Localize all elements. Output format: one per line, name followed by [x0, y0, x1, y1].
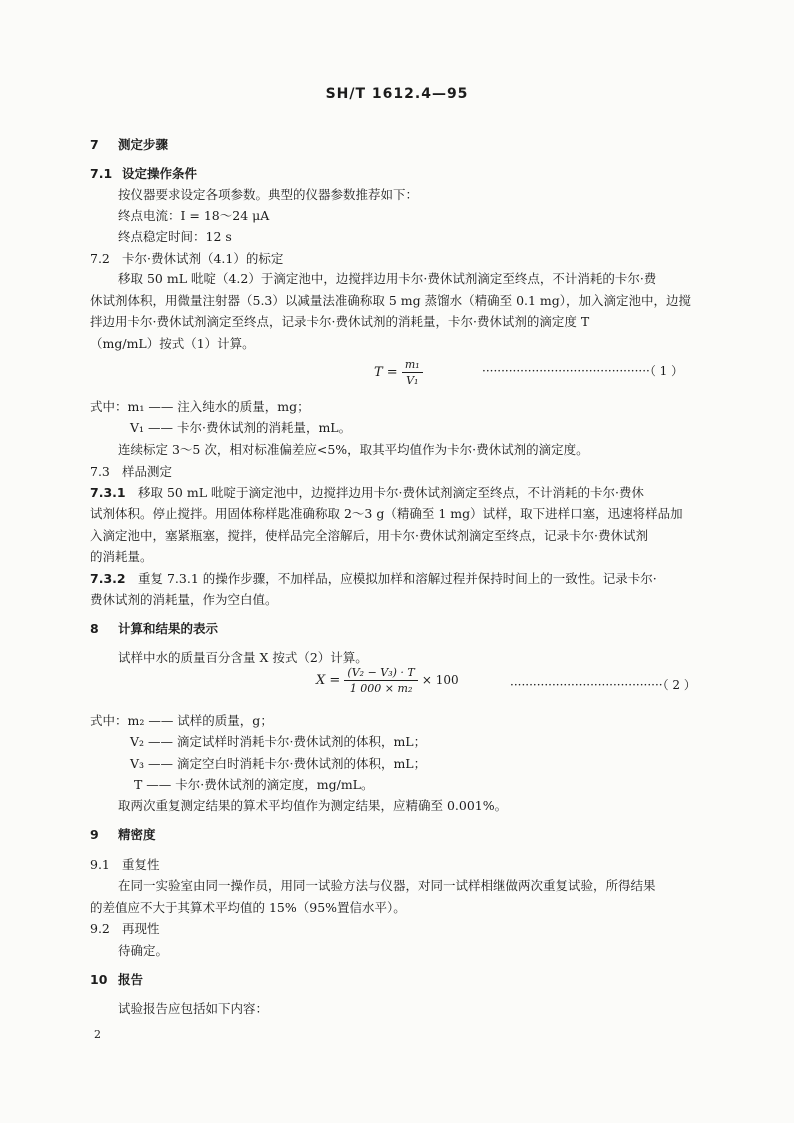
- formula-leader-dots: ········································（ 2 ）: [510, 678, 696, 692]
- fraction-numerator: (V₂ − V₃) · T: [344, 666, 417, 681]
- section-title: 测定步骤: [118, 137, 169, 152]
- section-title: 精密度: [118, 827, 156, 842]
- clause-number: 7.3.2: [90, 571, 126, 586]
- paragraph-line: 的差值应不大于其算术平均值的 15%（95%置信水平）。: [90, 900, 406, 915]
- section-number: 8: [90, 621, 99, 636]
- paragraph-line: 试样中水的质量百分含量 X 按式（2）计算。: [118, 650, 368, 665]
- formula-number: （ 2 ）: [662, 678, 696, 692]
- formula-lhs: T =: [374, 365, 398, 380]
- section-number: 9: [90, 827, 99, 842]
- section-7-3-heading: [90, 463, 172, 480]
- standard-code-header: SH/T 1612.4—95: [325, 86, 469, 102]
- paragraph-line: （mg/mL）按式（1）计算。: [90, 336, 255, 351]
- section-7-1-heading: [90, 165, 197, 182]
- section-9-1-heading: [90, 856, 160, 873]
- paragraph-line: 终点电流：I = 18～24 μA: [118, 208, 270, 223]
- section-7-2-heading: [90, 250, 283, 267]
- paragraph-line: 按仪器要求设定各项参数。典型的仪器参数推荐如下：: [118, 187, 419, 202]
- page-number: 2: [94, 1028, 101, 1041]
- section-8-heading: [90, 620, 218, 637]
- clause-text: 移取 50 mL 吡啶于滴定池中，边搅拌边用卡尔·费休试剂滴定至终点，不计消耗的卡尔·费休: [138, 485, 644, 500]
- section-title: 设定操作条件: [122, 166, 198, 181]
- formula-multiplier: × 100: [421, 673, 459, 687]
- paragraph-line: 拌边用卡尔·费休试剂滴定至终点，记录卡尔·费休试剂的消耗量，卡尔·费休试剂的滴定度 T: [90, 314, 590, 329]
- where-line: 式中：m₂ —— 试样的质量，g；: [90, 713, 273, 728]
- section-number: 7.2: [90, 251, 110, 266]
- formula-number: （ 1 ）: [649, 364, 684, 378]
- section-number: 9.1: [90, 857, 110, 872]
- fraction-denominator: 1 000 × m₂: [349, 682, 413, 695]
- section-title: 计算和结果的表示: [118, 621, 219, 636]
- fraction-denominator: V₁: [406, 374, 419, 387]
- section-number: 10: [90, 972, 108, 987]
- paragraph-line: 入滴定池中，塞紧瓶塞，搅拌，使样品完全溶解后，用卡尔·费休试剂滴定至终点，记录卡尔·费休试剂: [90, 528, 648, 543]
- clause-number: 7.3.1: [90, 485, 126, 500]
- section-9-2-heading: [90, 920, 160, 937]
- where-line: V₃ —— 滴定空白时消耗卡尔·费休试剂的体积，mL；: [130, 756, 427, 771]
- paragraph-line: 试验报告应包括如下内容：: [118, 1001, 269, 1016]
- paragraph-line: 在同一实验室由同一操作员，用同一试验方法与仪器，对同一试样相继做两次重复试验，所得结果: [118, 878, 656, 893]
- section-number: 7: [90, 137, 99, 152]
- section-number: 7.1: [90, 166, 113, 181]
- paragraph-line: 取两次重复测定结果的算术平均值作为测定结果，应精确至 0.001%。: [118, 798, 508, 813]
- section-title: 样品测定: [122, 464, 173, 479]
- paragraph-line: 移取 50 mL 吡啶（4.2）于滴定池中，边搅拌边用卡尔·费休试剂滴定至终点，不计消耗的卡尔·费: [118, 271, 657, 286]
- where-line: V₁ —— 卡尔·费休试剂的消耗量，mL。: [130, 420, 352, 435]
- section-number: 7.3: [90, 464, 110, 479]
- where-line: V₂ —— 滴定试样时消耗卡尔·费休试剂的体积，mL；: [130, 734, 427, 749]
- where-line: 式中：m₁ —— 注入纯水的质量，mg；: [90, 399, 310, 414]
- paragraph-line: 休试剂体积，用微量注射器（5.3）以减量法准确称取 5 mg 蒸馏水（精确至 0.1 mg），加入滴定池中，边搅: [90, 293, 692, 308]
- formula-fraction: [402, 358, 423, 387]
- section-title: 报告: [118, 972, 144, 987]
- paragraph-line: 的消耗量。: [90, 549, 153, 564]
- paragraph-line: 连续标定 3～5 次，相对标准偏差应<5%，取其平均值作为卡尔·费休试剂的滴定度。: [118, 442, 589, 457]
- fraction-numerator: m₁: [402, 358, 423, 373]
- section-title: 再现性: [122, 921, 160, 936]
- section-title: 卡尔·费休试剂（4.1）的标定: [122, 251, 284, 266]
- section-9-heading: [90, 826, 156, 843]
- formula-1: [374, 358, 423, 387]
- paragraph-line: 终点稳定时间：12 s: [118, 229, 232, 244]
- paragraph-line: 待确定。: [118, 943, 169, 958]
- paragraph-line: 费休试剂的消耗量，作为空白值。: [90, 592, 278, 607]
- formula-leader-dots: ············································（ 1 ）: [482, 364, 684, 378]
- formula-fraction: [344, 666, 417, 695]
- section-number: 9.2: [90, 921, 110, 936]
- section-7-heading: [90, 136, 168, 153]
- paragraph-line: 试剂体积。停止搅拌。用固体称样匙准确称取 2～3 g（精确至 1 mg）试样，取下进样口塞，迅速将样品加: [90, 506, 683, 521]
- section-title: 重复性: [122, 857, 160, 872]
- where-line: T —— 卡尔·费休试剂的滴定度，mg/mL。: [134, 777, 374, 792]
- formula-2: [316, 666, 459, 695]
- clause-text: 重复 7.3.1 的操作步骤，不加样品，应模拟加样和溶解过程并保持时间上的一致性。记录卡尔·: [138, 571, 657, 586]
- paragraph-line: [90, 484, 644, 501]
- section-10-heading: [90, 971, 143, 988]
- formula-lhs: X =: [316, 673, 341, 688]
- paragraph-line: [90, 570, 657, 587]
